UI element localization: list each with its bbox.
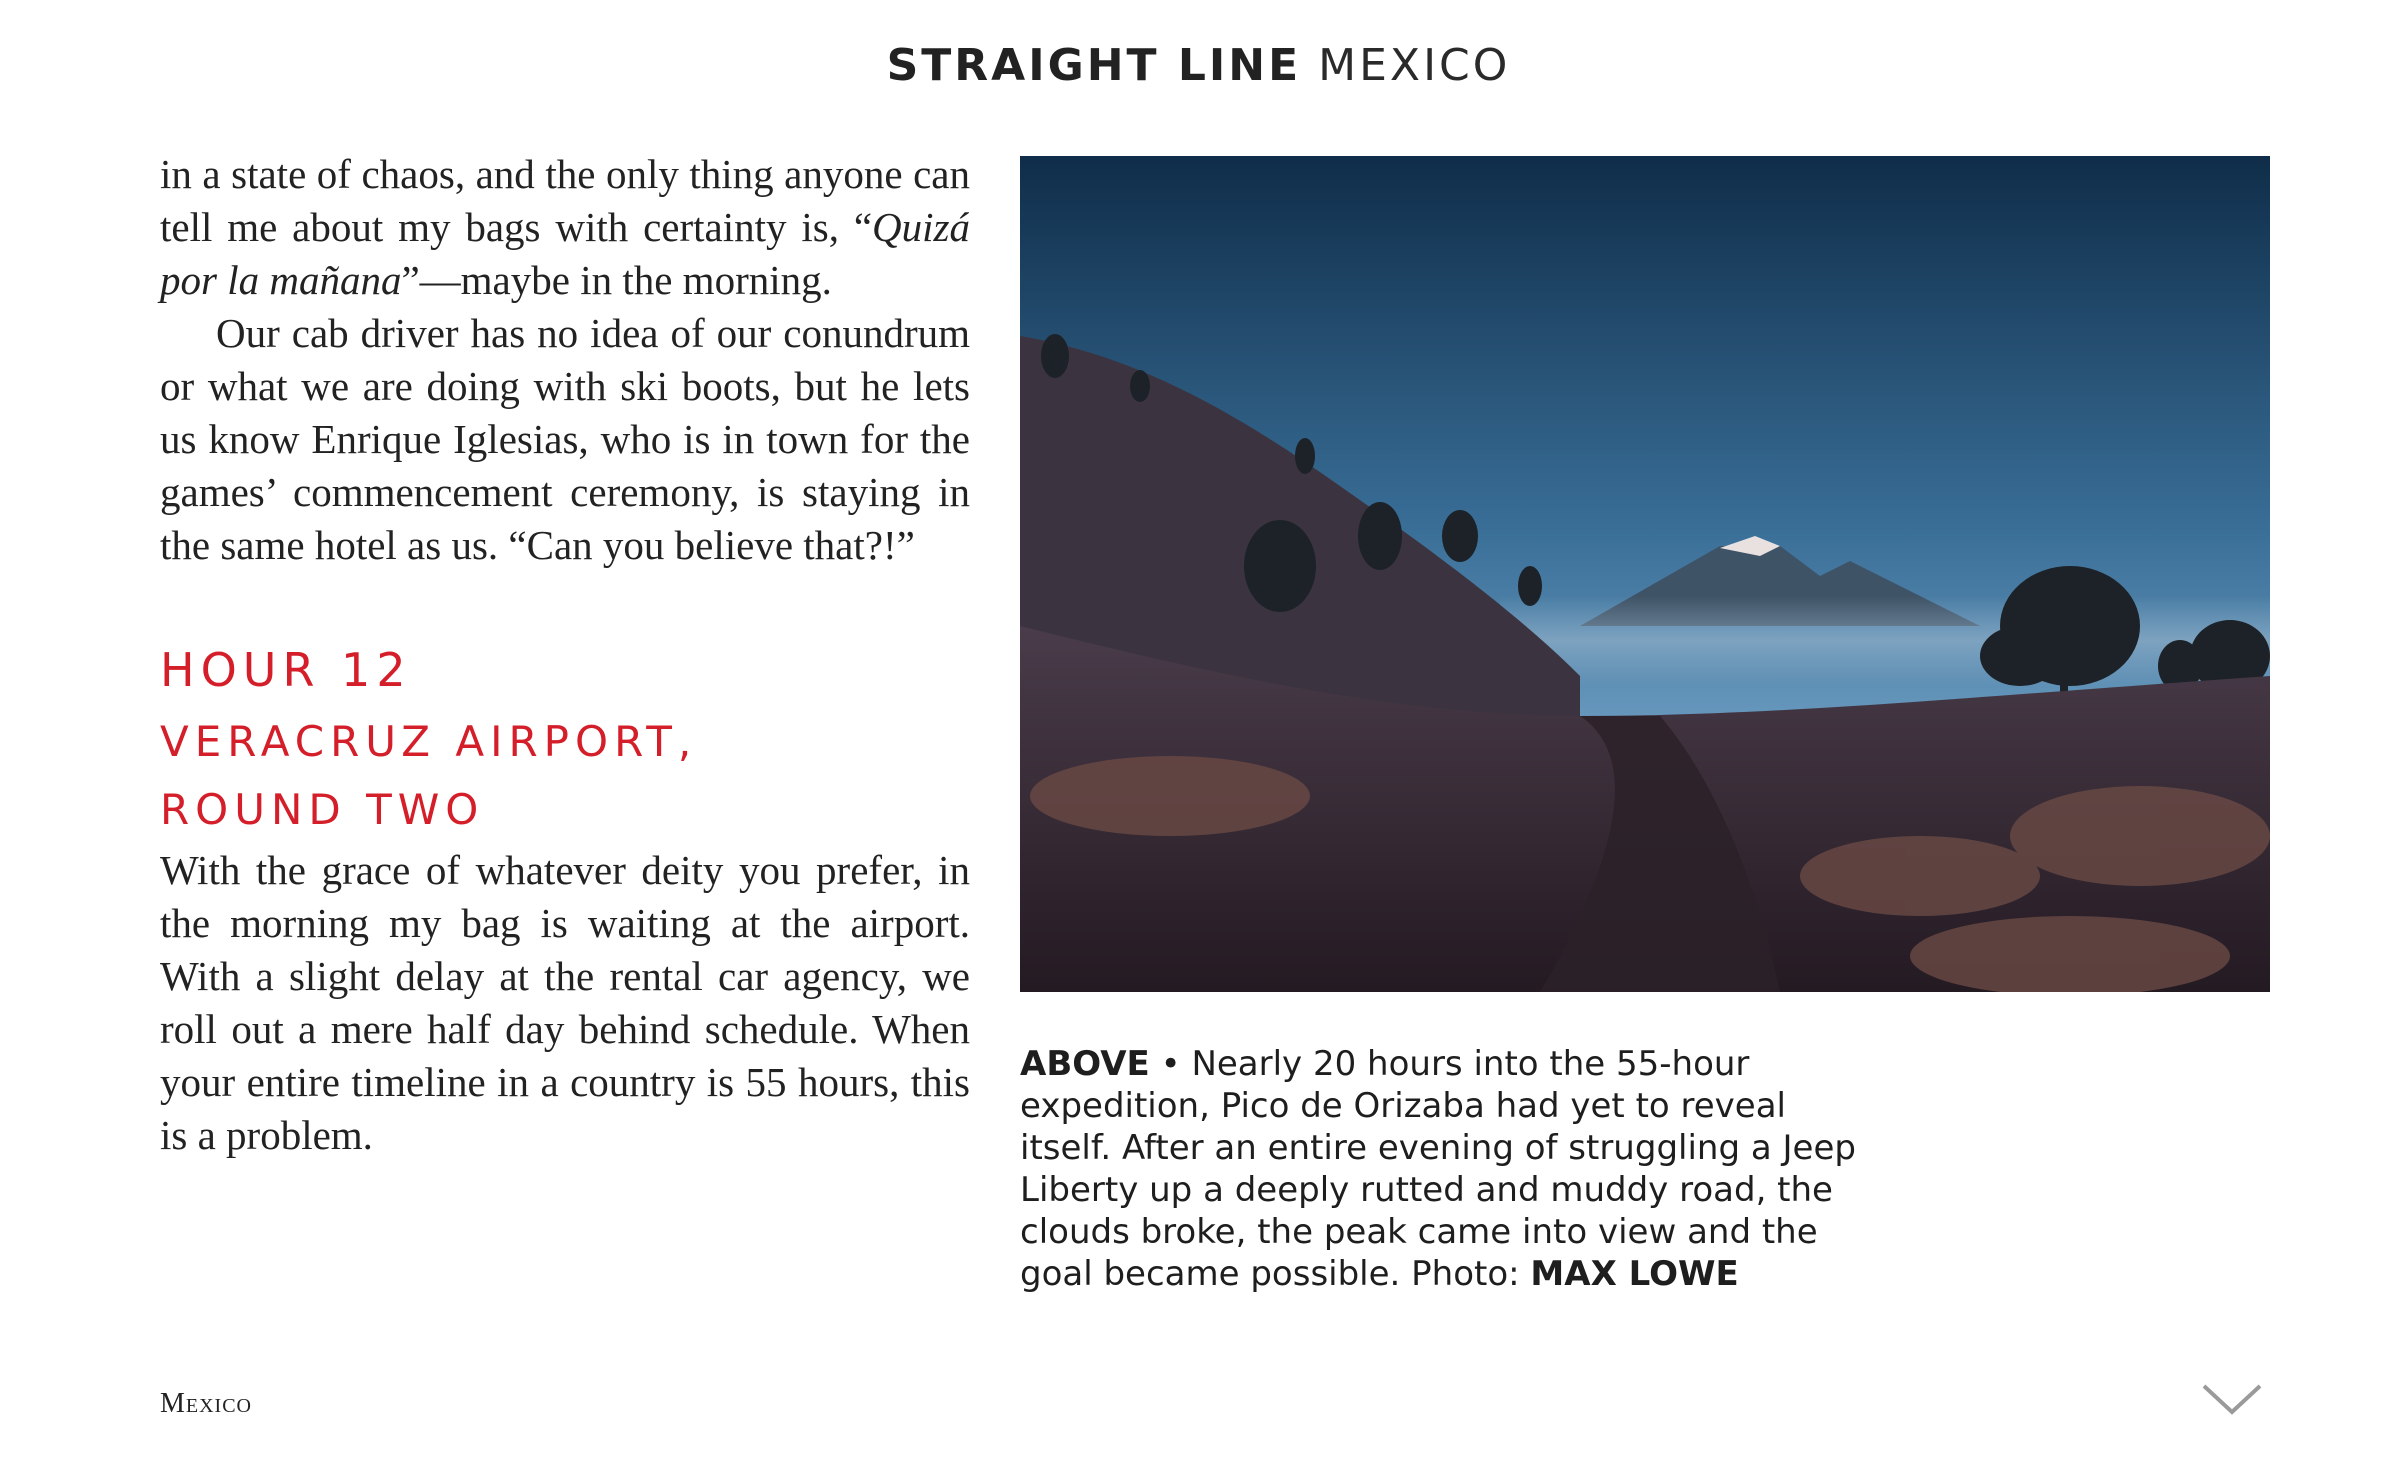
page-header [0, 40, 2397, 91]
chevron-down-icon[interactable] [2200, 1380, 2264, 1420]
chevron-down-icon-svg [2200, 1380, 2264, 1420]
article-paragraph-1 [160, 148, 970, 307]
header-title-bold: STRAIGHT LINE [886, 40, 1302, 91]
article-paragraph-3: With the grace of whatever deity you prefer, in the morning my bag is waiting at the airport. With a slight delay at the rental car agency, we roll out a mere half day behind schedule. When your entire timeline in a country is 55 hours, this is a problem. [160, 847, 970, 1158]
caption-text: Nearly 20 hours into the 55-hour expedition, Pico de Orizaba had yet to reveal itself. After an entire evening of struggling a Jeep Liberty up a deeply rutted and muddy road, the clouds broke, the peak came into view and the goal became possible. [1020, 1044, 1856, 1294]
paragraph-1-italic: Quizá por la mañana [160, 204, 970, 303]
header-title-light: MEXICO [1318, 40, 1511, 91]
photo-caption [1020, 1043, 1860, 1295]
caption-bullet: • [1149, 1044, 1192, 1084]
article-column [160, 148, 970, 1162]
paragraph-1-tail: ”—maybe in the morning. [401, 257, 832, 303]
paragraph-1-text: in a state of chaos, and the only thing anyone can tell me about my bags with certainty is, “ [160, 151, 970, 250]
section-place-heading: VERACRUZ AIRPORT, ROUND TWO [160, 717, 698, 834]
caption-credit-label: Photo: [1411, 1254, 1531, 1294]
article-paragraph-2: Our cab driver has no idea of our conundrum or what we are doing with ski boots, but he lets us know Enrique Iglesias, who is in town for the games’ commencement ceremony, is staying in the same hotel as us. “Can you believe that?!” [160, 310, 970, 568]
photo-illustration [1020, 156, 2270, 992]
landscape-photo [1020, 156, 2270, 992]
caption-lead: ABOVE [1020, 1044, 1150, 1084]
section-hour-heading: HOUR 12 [160, 643, 412, 697]
caption-credit-name: MAX LOWE [1530, 1254, 1739, 1294]
footer-section-label: Mexico [160, 1388, 252, 1419]
